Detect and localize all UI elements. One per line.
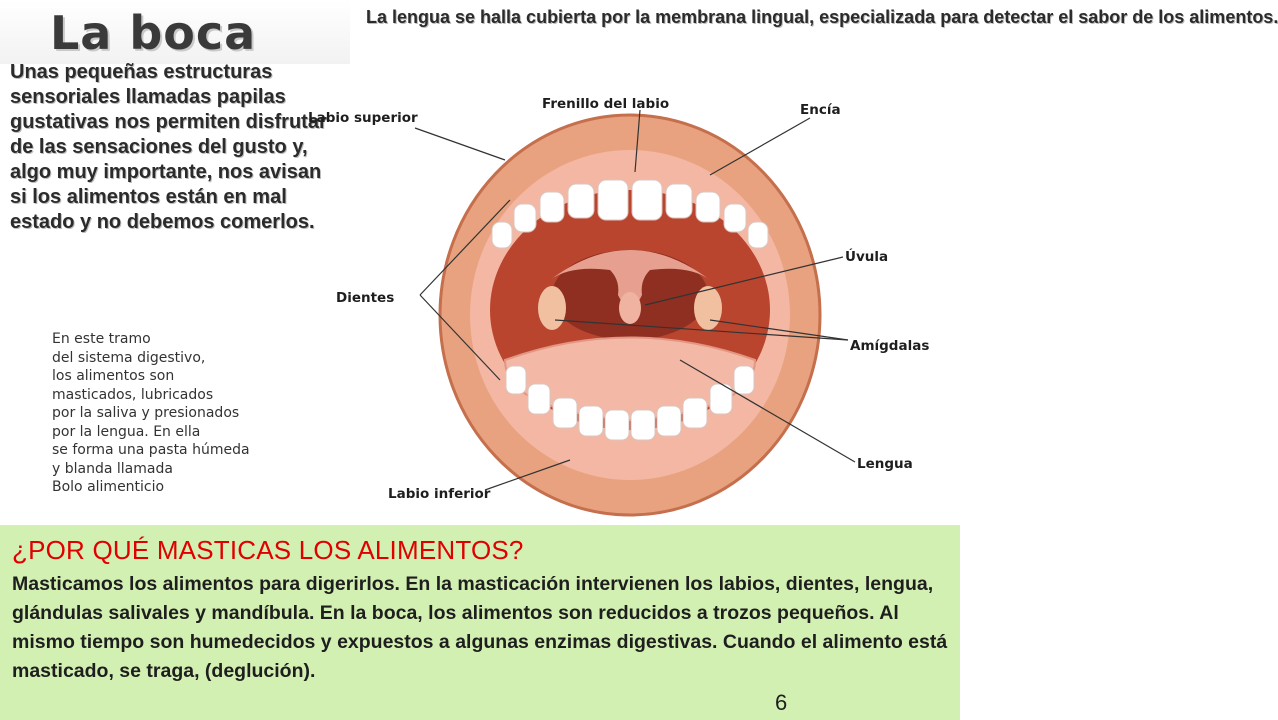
page-number: 6 bbox=[775, 690, 788, 715]
label-frenulum: Frenillo del labio bbox=[542, 96, 670, 112]
tongue-membrane-text: La lengua se halla cubierta por la membrana lingual, especializada para detectar el sabor de los alimentos. bbox=[366, 7, 1278, 27]
uvula-shape bbox=[619, 292, 641, 324]
side-text-line: En este tramo bbox=[52, 331, 151, 347]
label-uvula: Úvula bbox=[845, 249, 889, 265]
mouth-function-text bbox=[52, 330, 332, 497]
side-text-line: se forma una pasta húmeda bbox=[52, 442, 250, 458]
mouth-diagram bbox=[300, 80, 960, 525]
label-upper-lip: Labio superior bbox=[308, 110, 418, 126]
label-gum: Encía bbox=[800, 102, 841, 118]
taste-buds-text: Unas pequeñas estructuras sensoriales llamadas papilas gustativas nos permiten disfrutar de las sensaciones del gusto y, algo muy importante, nos avisan si los alimentos están en mal estado y no debemos comerlos. bbox=[10, 61, 327, 233]
side-text-line: por la lengua. En ella bbox=[52, 423, 201, 440]
side-text-line: Bolo alimenticio bbox=[52, 479, 165, 495]
side-text-line: los alimentos son bbox=[52, 368, 175, 384]
answer-text: Masticamos los alimentos para digerirlos. En la masticación intervienen los labios, dientes, lengua, glándulas salivales y mandíbula. En la boca, los alimentos son reducidos a trozos pequeños. Al mismo tiempo son humedecidos y expuestos a algunas enzimas digestivas. Cuando el alimento está masticado, se traga, (deglución). bbox=[12, 573, 948, 682]
label-tongue: Lengua bbox=[857, 456, 913, 472]
title-banner bbox=[0, 0, 350, 64]
question-heading: ¿POR QUÉ MASTICAS LOS ALIMENTOS? bbox=[12, 535, 524, 565]
tonsil-left-shape bbox=[538, 286, 566, 330]
side-text-line: masticados, lubricados bbox=[52, 386, 214, 403]
label-lower-lip: Labio inferior bbox=[388, 486, 491, 502]
label-teeth: Dientes bbox=[336, 290, 395, 306]
side-text-line: del sistema digestivo, bbox=[52, 349, 206, 366]
page-title: La boca bbox=[50, 6, 257, 60]
side-text-line: y blanda llamada bbox=[52, 460, 173, 477]
label-tonsils: Amígdalas bbox=[850, 338, 930, 354]
side-text-line: por la saliva y presionados bbox=[52, 405, 240, 421]
